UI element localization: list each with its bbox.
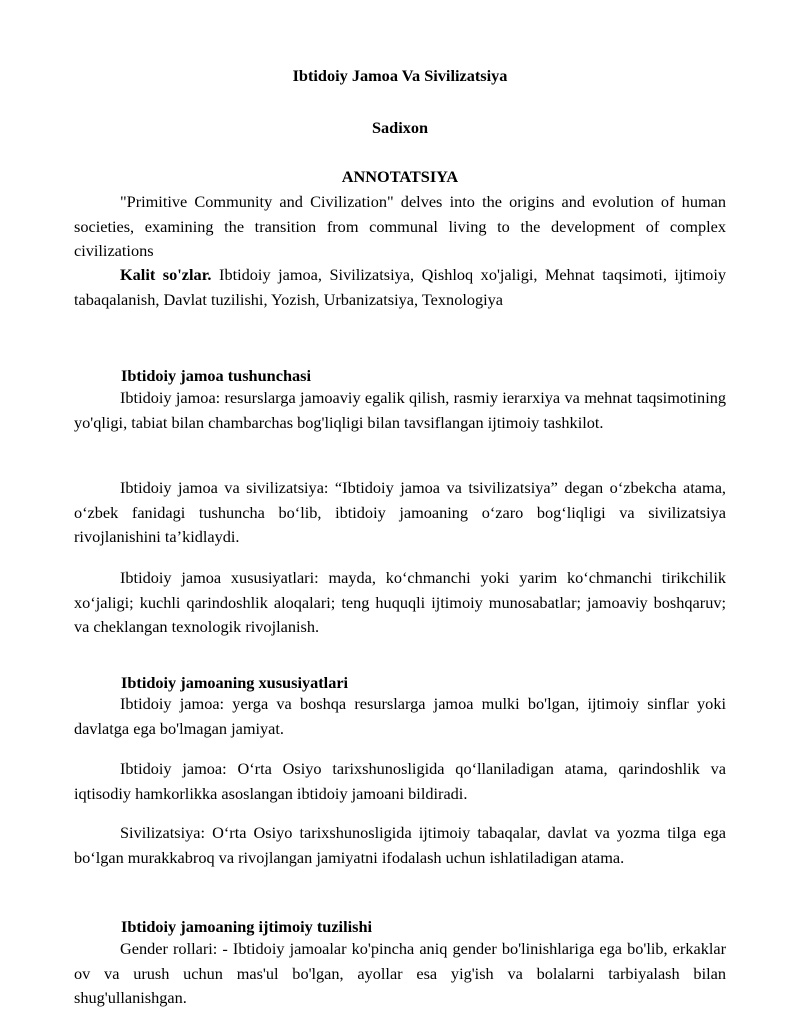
- section-paragraph: Gender rollari: - Ibtidoiy jamoalar ko'pincha aniq gender bo'linishlariga ega bo'lib, erkaklar ov va urush uchun mas'ul bo'lgan, ayollar esa yig'ish va bolalarni tarbiyalash bilan shug'ullanishgan.: [74, 939, 726, 1007]
- keywords-text: Ibtidoiy jamoa, Sivilizatsiya, Qishloq xo'jaligi, Mehnat taqsimoti, ijtimoiy tabaqalanish, Davlat tuzilishi, Yozish, Urbanizatsiya, Texnologiya: [74, 265, 726, 309]
- section-heading: Ibtidoiy jamoaning xususiyatlari: [121, 673, 349, 692]
- section-paragraph: Ibtidoiy jamoa xususiyatlari: mayda, ko‘chmanchi yoki yarim ko‘chmanchi tirikchilik xo‘jaligi; kuchli qarindoshlik aloqalari; teng huquqli ijtimoiy munosabatlar; jamoaviy boshqaruv; va cheklangan texnologik rivojlanish.: [74, 568, 726, 636]
- document-author: Sadixon: [371, 118, 429, 137]
- keywords-paragraph: [74, 263, 726, 312]
- annotation-heading: ANNOTATSIYA: [341, 167, 459, 186]
- section-paragraph: Ibtidoiy jamoa: yerga va boshqa resurslarga jamoa mulki bo'lgan, ijtimoiy sinflar yoki davlatga ega bo'lmagan jamiyat.: [74, 694, 726, 738]
- section-heading: Ibtidoiy jamoaning ijtimoiy tuzilishi: [121, 917, 373, 936]
- section-paragraph: Ibtidoiy jamoa: resurslarga jamoaviy egalik qilish, rasmiy ierarxiya va mehnat taqsimotining yo'qligi, tabiat bilan chambarchas bog'liqligi bilan tavsiflangan ijtimoiy tashkilot.: [74, 388, 726, 432]
- section-paragraph: Sivilizatsiya: O‘rta Osiyo tarixshunosligida ijtimoiy tabaqalar, davlat va yozma tilga ega bo‘lgan murakkabroq va rivojlangan jamiyatni ifodalash uchun ishlatiladigan atama.: [74, 823, 726, 867]
- section-heading: Ibtidoiy jamoa tushunchasi: [121, 366, 312, 385]
- keywords-label: Kalit so'zlar.: [120, 265, 212, 284]
- section-paragraph: Ibtidoiy jamoa va sivilizatsiya: “Ibtidoiy jamoa va tsivilizatsiya” degan o‘zbekcha atama, o‘zbek fanidagi tushuncha bo‘lib, ibtidoiy jamoaning o‘zaro bog‘liqligi va sivilizatsiya rivojlanishini ta’kidlaydi.: [74, 478, 726, 546]
- document-title: Ibtidoiy Jamoa Va Sivilizatsiya: [292, 66, 508, 85]
- annotation-text: "Primitive Community and Civilization" delves into the origins and evolution of human societies, examining the transition from communal living to the development of complex civilizations: [74, 192, 726, 260]
- section-paragraph: Ibtidoiy jamoa: O‘rta Osiyo tarixshunosligida qo‘llaniladigan atama, qarindoshlik va iqtisodiy hamkorlikka asoslangan ibtidoiy jamoani bildiradi.: [74, 759, 726, 803]
